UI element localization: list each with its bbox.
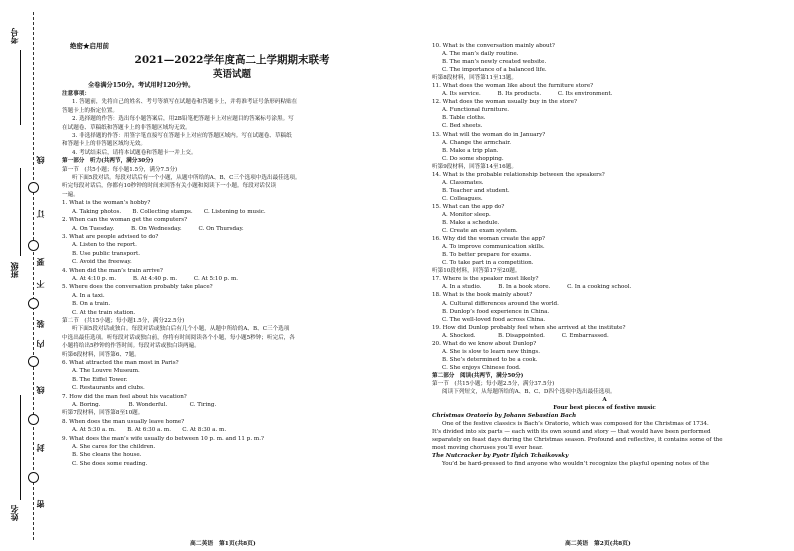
question: 9. What does the man’s wife usually do between 10 p. m. and 11 p. m.? [62,435,264,442]
option: A. She cares for the children. [72,444,156,451]
option: B. The Eiffel Tower. [72,376,128,383]
binding-hole-circle [28,182,39,193]
material-line: 听第6段材料，回答第6、7题。 [62,351,140,358]
passage-line: most moving choruses you’ll ever hear. [432,445,543,452]
notes-heading: 注意事项： [62,91,90,97]
passage-line: One of the festive classics is Bach’s Oratorio, which was composed for the Christmas of 1734. [442,421,709,428]
material-line: 听第9段材料，回答第14至16题。 [432,163,517,170]
option: B. On a train. [72,301,111,308]
instruction-line: 听完每段对话后，你都有10秒钟的时间来回答有关小题和阅读下一小题。每段对话仅读 [62,183,277,190]
note-line: 答题卡上的指定位置。 [62,107,118,114]
passage-subheading: Christmas Oratorio by Johann Sebastian Bach [432,413,577,420]
question: 13. What will the woman do in January? [432,131,546,138]
question: 12. What does the woman usually buy in the store? [432,99,578,106]
question: 11. What does the woman like about the furniture store? [432,83,594,90]
option: B. The man’s newly created website. [442,59,547,66]
passage-letter: A [602,397,607,404]
option: C. Create an exam system. [442,228,518,235]
passage-subheading: The Nutcracker by Pyotr Ilyich Tchaikovsky [432,453,569,460]
option: A. The Louvre Museum. [72,368,140,375]
question: 10. What is the conversation mainly about? [432,43,555,49]
option: B. She cleans the house. [72,452,142,459]
option: C. Restaurants and clubs. [72,385,145,392]
options: A. At 4:10 p. m. B. At 4:40 p. m. C. At 5:10 p. m. [72,275,239,282]
passage-line: separately on feast days during the Christmas season. Profound and reflective, it contains some of the [432,437,723,444]
binding-char: 要 [35,258,45,266]
option: B. To better prepare for exams. [442,252,532,259]
question: 5. Where does the conversation probably take place? [62,284,213,291]
material-line: 听第7段材料，回答第8至10题。 [62,410,144,417]
option: C. The importance of a balanced life. [442,67,547,74]
option: C. She does some reading. [72,460,148,467]
options: A. Its service. B. Its products. C. Its environment. [442,91,613,98]
option: A. She is slow to learn new things. [442,348,540,355]
name-underline [20,395,21,500]
right-column [432,42,777,468]
option: A. Functional furniture. [442,107,510,114]
option: B. Make a trip plan. [442,147,499,154]
question: 4. When did the man’s train arrive? [62,267,163,274]
options: A. Taking photos. B. Collecting stamps. C. Listening to music. [72,208,266,215]
question: 14. What is the probable relationship between the speakers? [432,171,605,178]
note-line: 在试题卷、草稿纸和答题卡上的非答题区域均无效。 [62,124,191,131]
passage-line: It’s divided into six parts — each with its own sound and story — that would have been performed [432,429,711,436]
option: B. Make a schedule. [442,220,500,227]
option: A. Classmates. [442,179,484,186]
question: 2. When can the woman get the computers? [62,217,188,224]
question: 19. How did Dunlop probably feel when she arrived at the institute? [432,324,626,331]
id-label: 考号 [9,28,19,44]
binding-hole-circle [28,414,39,425]
option: B. Teacher and student. [442,187,510,194]
passage-line: You’d be hard-pressed to find anyone who wouldn’t recognize the playful opening notes of the [442,461,710,468]
question: 17. Where is the speaker most likely? [432,276,539,283]
exam-title: 2021—2022学年度高二上学期期末联考 [134,54,330,66]
binding-hole-circle [28,472,39,483]
question: 6. What attracted the man most in Paris? [62,360,179,366]
option: B. Table cloths. [442,115,486,122]
option: C. Do some shopping. [442,155,504,162]
note-line: 3. 非选择题的作答：用签字笔直接写在答题卡上对应的答题区域内。写在试题卷、草稿纸 [72,133,292,140]
section-heading: 第一节 (共5小题；每小题1.5分，满分7.5分) [62,166,178,173]
option: A. Change the armchair. [442,139,512,146]
part1-heading: 第一部分 听力(共两节，满分30分) [62,158,154,165]
section-heading: 第二节 (共15小题；每小题1.5分，满分22.5分) [62,317,185,324]
options: A. At 5:30 a. m. B. At 6:30 a. m. C. At 8:30 a. m. [72,427,227,434]
page-footer-left: 高二英语 第1页(共8页) [190,541,256,547]
option: A. The man’s daily routine. [442,51,519,58]
option: C. Avoid the freeway. [72,259,132,266]
material-line: 听第8段材料，回答第11至13题。 [432,75,517,82]
option: B. Dunlop’s food experience in China. [442,308,550,315]
option: B. Use public transport. [72,250,140,257]
option: C. She enjoys Chinese food. [442,364,521,371]
binding-margin [0,0,50,551]
section-heading: 第一节 (共15小题；每小题2.5分，满分37.5分) [432,380,555,387]
instruction-line: 一遍。 [62,191,79,198]
question: 8. When does the man usually leave home? [62,418,185,425]
part2-heading: 第二部分 阅读(共两节，满分50分) [432,372,524,379]
question: 1. What is the woman’s hobby? [62,200,151,207]
option: A. To improve communication skills. [442,244,545,251]
option: C. The well-loved food across China. [442,316,546,323]
question: 3. What are people advised to do? [62,233,159,240]
exam-meta: 全卷满分150分。考试用时120分钟。 [88,82,195,89]
instruction-line: 听下面5段对话或独白。每段对话或独白后有几个小题，从题中所给的A、B、C三个选项 [72,326,290,333]
note-line: 和答题卡上的非答题区域均无效。 [62,141,146,148]
note-line: 4. 考试结束后，请将本试题卷和答题卡一并上交。 [72,149,197,156]
material-line: 听第10段材料，回答第17至20题。 [432,268,521,275]
options: A. On Tuesday. B. On Wednesday. C. On Thursday. [72,225,244,232]
instruction-line: 阅读下列短文，从每题所给的A、B、C、D四个选项中选出最佳选项。 [442,389,616,396]
option: B. She’s determined to be a cook. [442,356,538,363]
options: A. Shocked. B. Disappointed. C. Embarrassed. [442,332,609,339]
page-footer-right: 高二英语 第2页(共8页) [565,541,631,547]
name-label: 姓名 [9,505,19,521]
binding-char: 装 [35,320,45,328]
exam-subject: 英语试题 [212,69,251,80]
binding-char: 密 [35,500,45,508]
option: C. Bed sheets. [442,123,483,130]
class-underline [20,168,21,256]
option: A. In a taxi. [72,292,105,299]
option: C. Colleagues. [442,195,483,202]
binding-char: 订 [35,210,45,218]
option: A. Monitor sleep. [442,211,491,218]
instruction-line: 小题将给出5秒钟的作答时间。每段对话或独白读两遍。 [62,343,200,350]
binding-char: 线 [35,386,45,394]
binding-char: 封 [35,444,45,452]
note-line: 2. 选择题的作答：选出每小题答案后，用2B铅笔把答题卡上对应题目的答案标号涂黑。写 [72,116,294,123]
binding-hole-circle [28,298,39,309]
secret-mark: 绝密★启用前 [70,42,109,50]
question: 16. Why did the woman create the app? [432,236,546,243]
note-line: 1. 答题前，先将自己的姓名、考号等填写在试题卷和答题卡上，并将准考证号条形码粘贴在 [72,99,298,106]
instruction-line: 听下面5段对话。每段对话后有一个小题，从题中所给的A、B、C三个选项中选出最佳选项。 [72,175,301,182]
binding-hole-circle [28,240,39,251]
option: C. At the train station. [72,309,136,316]
question: 15. What can the app do? [432,203,505,210]
binding-hole-circle [28,356,39,367]
class-label: 班级 [9,262,19,278]
option: A. Cultural differences around the world. [442,300,559,307]
question: 18. What is the book mainly about? [432,292,533,299]
binding-char: 不 [35,280,45,288]
option: C. To take part in a competition. [442,260,534,267]
question: 20. What do we know about Dunlop? [432,340,537,347]
binding-dashed-line [33,12,34,540]
options: A. In a studio. B. In a book store. C. In a cooking school. [442,284,632,291]
binding-char: 线 [35,156,45,164]
id-underline [20,50,21,125]
question: 7. How did the man feel about his vacation? [62,393,187,400]
instruction-line: 中选出最佳选项。听每段对话或独白前，你将有时间阅读各个小题，每小题5秒钟；听完后，各 [62,334,295,341]
left-column [62,90,412,468]
options: A. Boring. B. Wonderful. C. Tiring. [72,402,217,409]
passage-title: Four best pieces of festive music [553,405,656,412]
binding-char: 内 [35,340,45,348]
option: A. Listen to the report. [72,242,137,249]
